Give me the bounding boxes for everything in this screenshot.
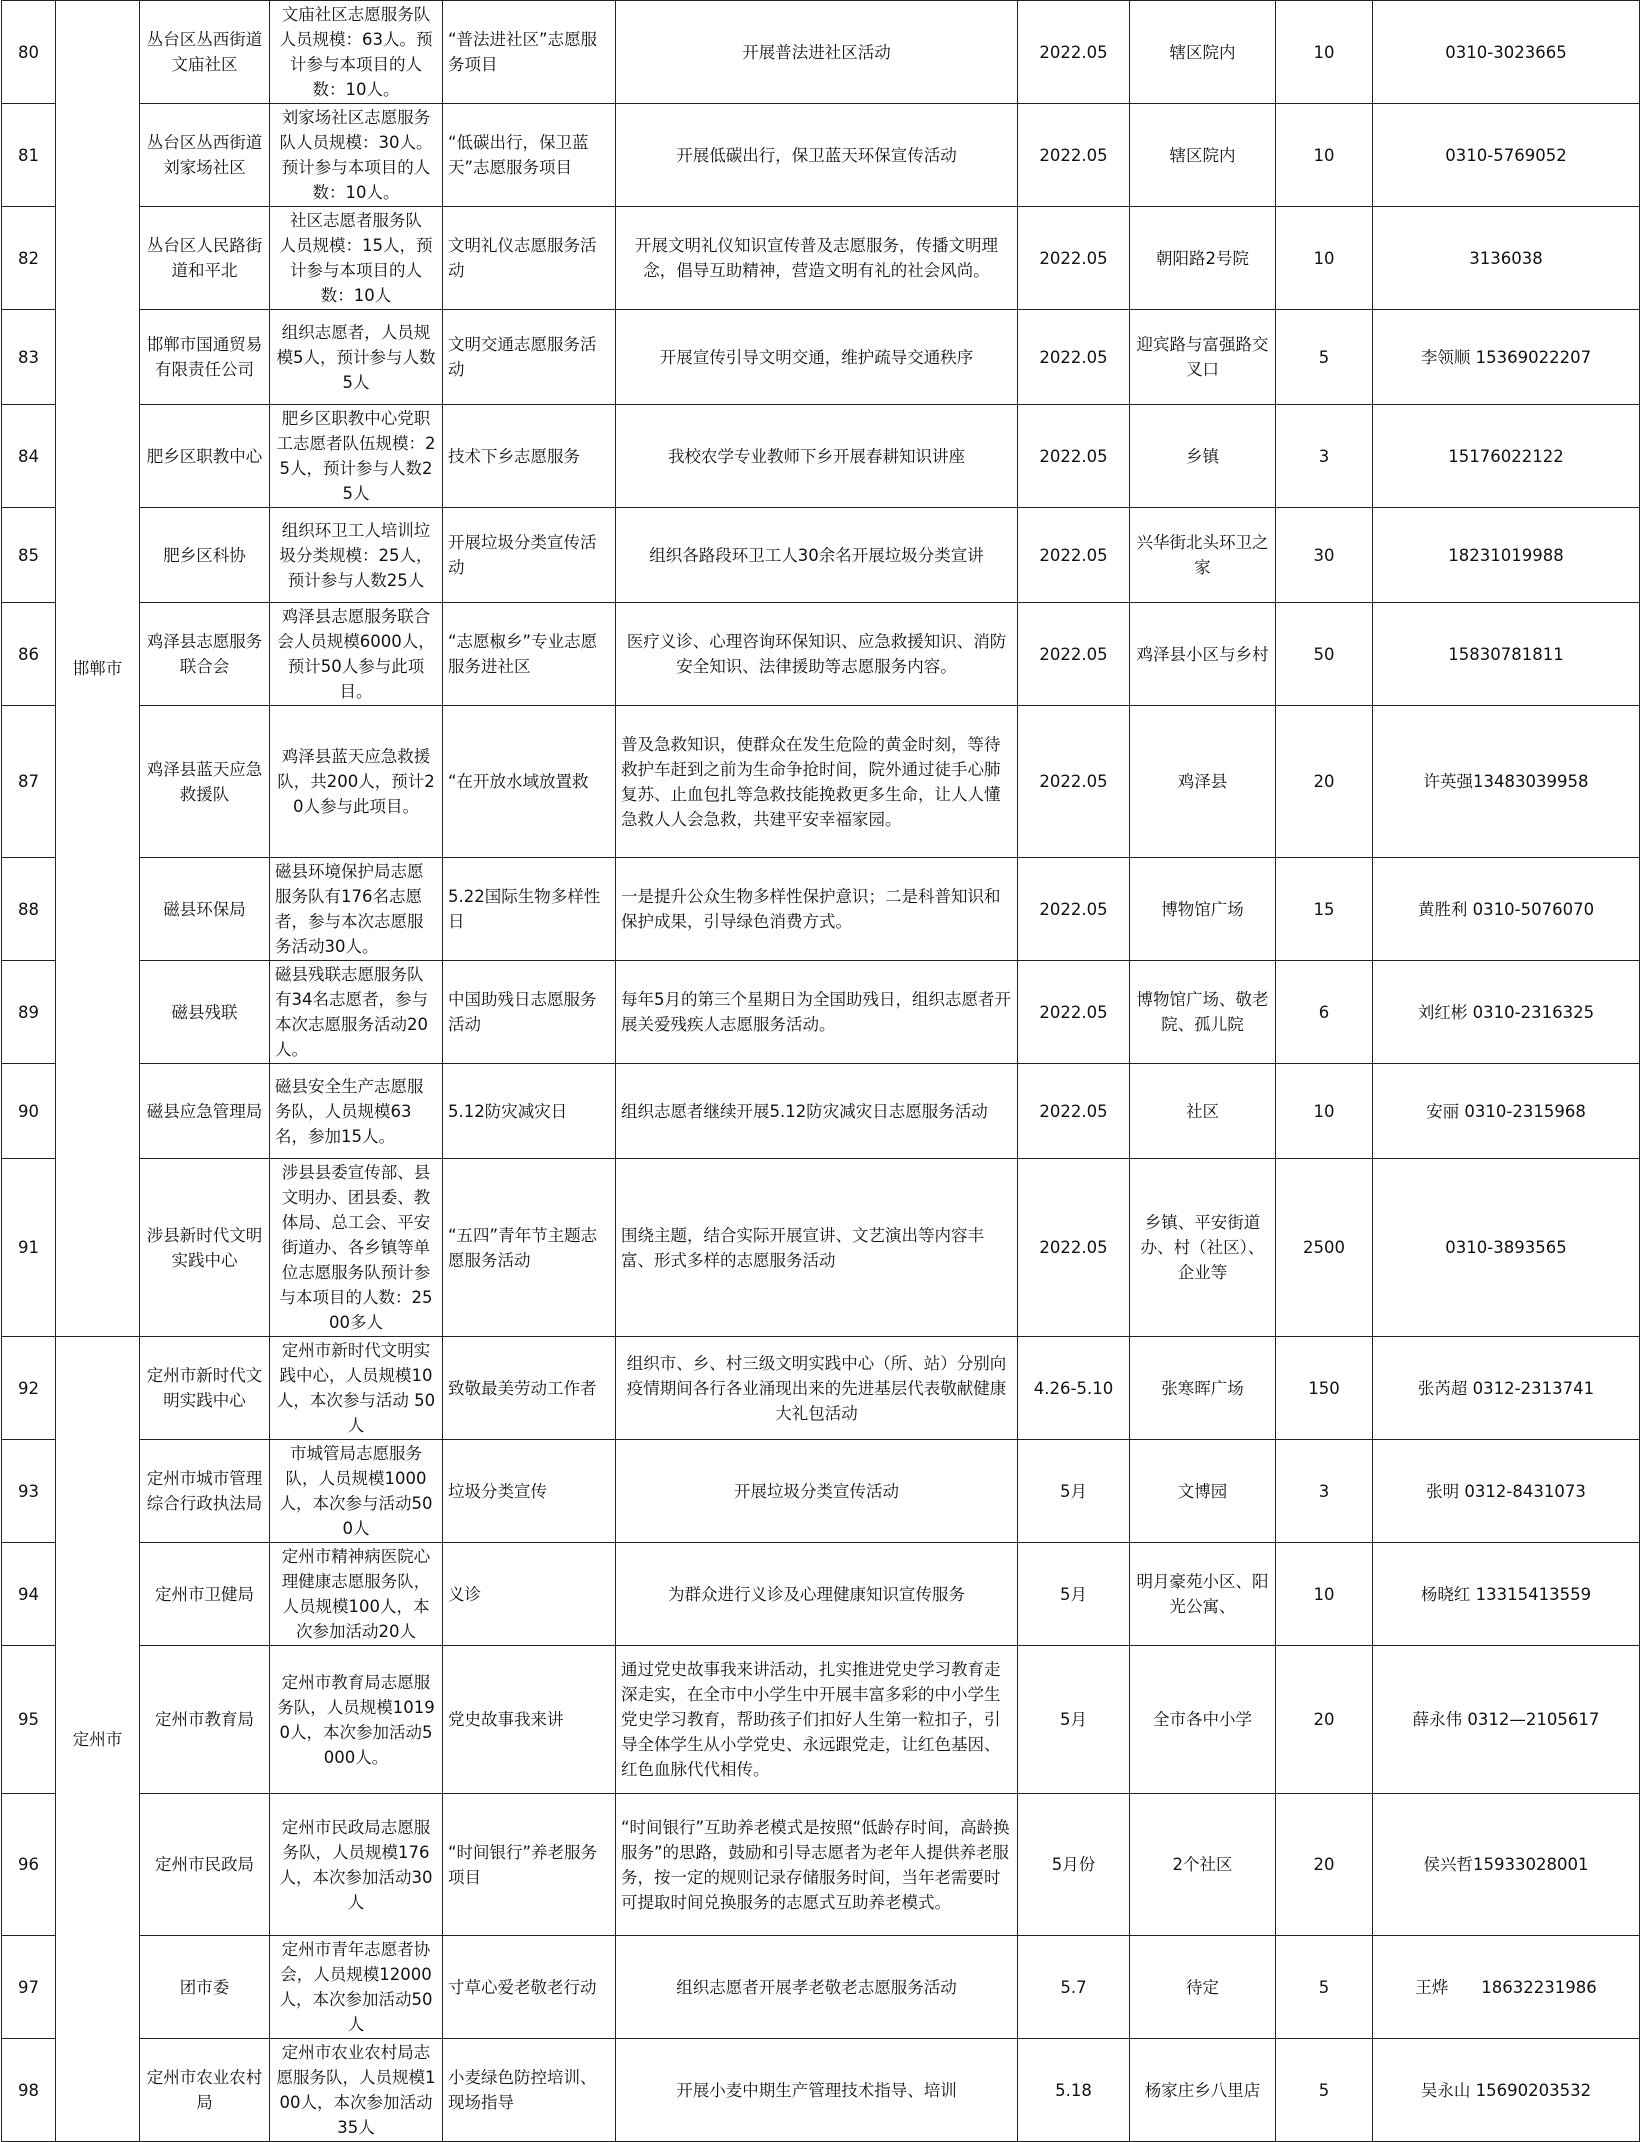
content-cell: “时间银行”互助养老模式是按照“低龄存时间，高龄换服务”的思路，鼓励和引导志愿者为老年人提供养老服务，按一定的规则记录存储服务时间，当年老需要时可提取时间兑换服务的志愿式互助养老模式。	[616, 1794, 1018, 1936]
content-cell: 通过党史故事我来讲活动，扎实推进党史学习教育走深走实，在全市中小学生中开展丰富多彩的中小学生党史学习教育，帮助孩子们扣好人生第一粒扣子，引导全体学生从小学党史、永远跟党走，让红色基因、红色血脉代代相传。	[616, 1646, 1018, 1794]
contact-cell: 0310-3023665	[1373, 1, 1640, 104]
project-cell: 中国助残日志愿服务活动	[443, 961, 616, 1064]
row-number: 83	[2, 310, 56, 405]
team-cell: 定州市精神病医院心理健康志愿服务队，人员规模100人，本次参加活动20人	[270, 1543, 443, 1646]
content-cell: 开展小麦中期生产管理技术指导、培训	[616, 2039, 1018, 2142]
row-number: 94	[2, 1543, 56, 1646]
row-number: 86	[2, 603, 56, 706]
organization-cell: 丛台区丛西街道文庙社区	[140, 1, 270, 104]
count-cell: 6	[1276, 961, 1373, 1064]
place-cell: 明月豪苑小区、阳光公寓、	[1130, 1543, 1276, 1646]
row-number: 85	[2, 508, 56, 603]
table-row	[2, 1794, 1640, 1936]
content-cell: 为群众进行义诊及心理健康知识宣传服务	[616, 1543, 1018, 1646]
time-cell: 5.18	[1018, 2039, 1130, 2142]
project-cell: 垃圾分类宣传	[443, 1440, 616, 1543]
contact-cell: 安丽 0310-2315968	[1373, 1064, 1640, 1159]
count-cell: 10	[1276, 104, 1373, 207]
time-cell: 5月	[1018, 1646, 1130, 1794]
organization-cell: 定州市城市管理综合行政执法局	[140, 1440, 270, 1543]
table-row	[2, 1064, 1640, 1159]
table-row	[2, 1440, 1640, 1543]
row-number: 93	[2, 1440, 56, 1543]
count-cell: 10	[1276, 207, 1373, 310]
place-cell: 杨家庄乡八里店	[1130, 2039, 1276, 2142]
place-cell: 博物馆广场	[1130, 858, 1276, 961]
count-cell: 10	[1276, 1, 1373, 104]
row-number: 91	[2, 1159, 56, 1337]
project-cell: 技术下乡志愿服务	[443, 405, 616, 508]
place-cell: 全市各中小学	[1130, 1646, 1276, 1794]
time-cell: 2022.05	[1018, 508, 1130, 603]
contact-cell: 黄胜利 0310-5076070	[1373, 858, 1640, 961]
contact-cell: 18231019988	[1373, 508, 1640, 603]
team-cell: 肥乡区职教中心党职工志愿者队伍规模：25人，预计参与人数25人	[270, 405, 443, 508]
content-cell: 开展低碳出行，保卫蓝天环保宣传活动	[616, 104, 1018, 207]
team-cell: 鸡泽县志愿服务联合会人员规模6000人，预计50人参与此项目。	[270, 603, 443, 706]
organization-cell: 丛台区人民路街道和平北	[140, 207, 270, 310]
row-number: 87	[2, 706, 56, 858]
table-row	[2, 104, 1640, 207]
content-cell: 组织志愿者继续开展5.12防灾减灾日志愿服务活动	[616, 1064, 1018, 1159]
project-cell: 党史故事我来讲	[443, 1646, 616, 1794]
team-cell: 磁县安全生产志愿服务队，人员规模63名，参加15人。	[270, 1064, 443, 1159]
row-number: 92	[2, 1337, 56, 1440]
table-body	[2, 1, 1640, 2142]
table-row	[2, 1159, 1640, 1337]
contact-cell: 许英强13483039958	[1373, 706, 1640, 858]
project-cell: 5.22国际生物多样性日	[443, 858, 616, 961]
place-cell: 文博园	[1130, 1440, 1276, 1543]
contact-cell: 杨晓红 13315413559	[1373, 1543, 1640, 1646]
content-cell: 组织志愿者开展孝老敬老志愿服务活动	[616, 1936, 1018, 2039]
organization-cell: 定州市农业农村局	[140, 2039, 270, 2142]
row-number: 82	[2, 207, 56, 310]
time-cell: 5月	[1018, 1543, 1130, 1646]
time-cell: 4.26-5.10	[1018, 1337, 1130, 1440]
team-cell: 涉县县委宣传部、县文明办、团县委、教体局、总工会、平安街道办、各乡镇等单位志愿服务队预计参与本项目的人数：2500多人	[270, 1159, 443, 1337]
count-cell: 150	[1276, 1337, 1373, 1440]
count-cell: 20	[1276, 1794, 1373, 1936]
table-row	[2, 603, 1640, 706]
place-cell: 迎宾路与富强路交叉口	[1130, 310, 1276, 405]
project-cell: 开展垃圾分类宣传活动	[443, 508, 616, 603]
content-cell: 开展文明礼仪知识宣传普及志愿服务，传播文明理念，倡导互助精神，营造文明有礼的社会风尚。	[616, 207, 1018, 310]
time-cell: 5月	[1018, 1440, 1130, 1543]
place-cell: 辖区院内	[1130, 1, 1276, 104]
place-cell: 鸡泽县	[1130, 706, 1276, 858]
content-cell: 开展垃圾分类宣传活动	[616, 1440, 1018, 1543]
contact-cell: 薛永伟 0312—2105617	[1373, 1646, 1640, 1794]
project-cell: “在开放水域放置救	[443, 706, 616, 858]
team-cell: 组织环卫工人培训垃圾分类规模：25人，预计参与人数25人	[270, 508, 443, 603]
time-cell: 2022.05	[1018, 961, 1130, 1064]
content-cell: 开展普法进社区活动	[616, 1, 1018, 104]
count-cell: 2500	[1276, 1159, 1373, 1337]
table-row	[2, 508, 1640, 603]
organization-cell: 磁县残联	[140, 961, 270, 1064]
project-cell: 义诊	[443, 1543, 616, 1646]
count-cell: 50	[1276, 603, 1373, 706]
time-cell: 2022.05	[1018, 858, 1130, 961]
time-cell: 5月份	[1018, 1794, 1130, 1936]
place-cell: 博物馆广场、敬老院、孤儿院	[1130, 961, 1276, 1064]
row-number: 90	[2, 1064, 56, 1159]
team-cell: 市城管局志愿服务队，人员规模1000人，本次参与活动500人	[270, 1440, 443, 1543]
team-cell: 定州市民政局志愿服务队，人员规模176人，本次参加活动30人	[270, 1794, 443, 1936]
team-cell: 定州市青年志愿者协会，人员规模12000人，本次参加活动50人	[270, 1936, 443, 2039]
row-number: 89	[2, 961, 56, 1064]
organization-cell: 定州市教育局	[140, 1646, 270, 1794]
city-cell: 邯郸市	[56, 1, 140, 1337]
table-row	[2, 310, 1640, 405]
organization-cell: 定州市民政局	[140, 1794, 270, 1936]
row-number: 95	[2, 1646, 56, 1794]
count-cell: 15	[1276, 858, 1373, 961]
place-cell: 兴华街北头环卫之家	[1130, 508, 1276, 603]
place-cell: 待定	[1130, 1936, 1276, 2039]
table-row	[2, 207, 1640, 310]
team-cell: 定州市新时代文明实践中心，人员规模10人，本次参与活动 50人	[270, 1337, 443, 1440]
project-cell: 文明交通志愿服务活动	[443, 310, 616, 405]
content-cell: 普及急救知识，使群众在发生危险的黄金时刻，等待救护车赶到之前为生命争抢时间，院外通过徒手心肺复苏、止血包扎等急救技能挽救更多生命，让人人懂急救人人会急救，共建平安幸福家园。	[616, 706, 1018, 858]
organization-cell: 定州市新时代文明实践中心	[140, 1337, 270, 1440]
content-cell: 围绕主题，结合实际开展宣讲、文艺演出等内容丰富、形式多样的志愿服务活动	[616, 1159, 1018, 1337]
organization-cell: 邯郸市国通贸易有限责任公司	[140, 310, 270, 405]
contact-cell: 张芮超 0312-2313741	[1373, 1337, 1640, 1440]
place-cell: 张寒晖广场	[1130, 1337, 1276, 1440]
table-row	[2, 1936, 1640, 2039]
organization-cell: 丛台区丛西街道刘家场社区	[140, 104, 270, 207]
team-cell: 社区志愿者服务队 人员规模：15人，预计参与本项目的人数：10人	[270, 207, 443, 310]
contact-cell: 吴永山 15690203532	[1373, 2039, 1640, 2142]
table-row	[2, 1543, 1640, 1646]
organization-cell: 肥乡区科协	[140, 508, 270, 603]
team-cell: 鸡泽县蓝天应急救援队，共200人，预计20人参与此项目。	[270, 706, 443, 858]
time-cell: 2022.05	[1018, 603, 1130, 706]
count-cell: 20	[1276, 706, 1373, 858]
time-cell: 2022.05	[1018, 310, 1130, 405]
count-cell: 10	[1276, 1543, 1373, 1646]
table-row	[2, 1646, 1640, 1794]
project-cell: “低碳出行，保卫蓝天”志愿服务项目	[443, 104, 616, 207]
table-row	[2, 1337, 1640, 1440]
content-cell: 我校农学专业教师下乡开展春耕知识讲座	[616, 405, 1018, 508]
organization-cell: 鸡泽县志愿服务联合会	[140, 603, 270, 706]
row-number: 96	[2, 1794, 56, 1936]
time-cell: 2022.05	[1018, 1, 1130, 104]
team-cell: 定州市农业农村局志愿服务队，人员规模100人，本次参加活动35人	[270, 2039, 443, 2142]
place-cell: 朝阳路2号院	[1130, 207, 1276, 310]
contact-cell: 15176022122	[1373, 405, 1640, 508]
time-cell: 2022.05	[1018, 706, 1130, 858]
team-cell: 组织志愿者，人员规模5人，预计参与人数5人	[270, 310, 443, 405]
content-cell: 每年5月的第三个星期日为全国助残日，组织志愿者开展关爱残疾人志愿服务活动。	[616, 961, 1018, 1064]
organization-cell: 团市委	[140, 1936, 270, 2039]
content-cell: 开展宣传引导文明交通，维护疏导交通秩序	[616, 310, 1018, 405]
team-cell: 刘家场社区志愿服务队人员规模：30人。预计参与本项目的人数：10人。	[270, 104, 443, 207]
time-cell: 2022.05	[1018, 207, 1130, 310]
project-cell: “时间银行”养老服务项目	[443, 1794, 616, 1936]
project-cell: 寸草心爱老敬老行动	[443, 1936, 616, 2039]
time-cell: 2022.05	[1018, 1159, 1130, 1337]
content-cell: 组织市、乡、村三级文明实践中心（所、站）分别向疫情期间各行各业涌现出来的先进基层代表敬献健康大礼包活动	[616, 1337, 1018, 1440]
project-cell: “普法进社区”志愿服务项目	[443, 1, 616, 104]
count-cell: 3	[1276, 405, 1373, 508]
team-cell: 文庙社区志愿服务队人员规模：63人。预计参与本项目的人数：10人。	[270, 1, 443, 104]
time-cell: 2022.05	[1018, 104, 1130, 207]
content-cell: 组织各路段环卫工人30余名开展垃圾分类宣讲	[616, 508, 1018, 603]
count-cell: 5	[1276, 2039, 1373, 2142]
contact-cell: 刘红彬 0310-2316325	[1373, 961, 1640, 1064]
contact-cell: 张明 0312-8431073	[1373, 1440, 1640, 1543]
project-cell: 致敬最美劳动工作者	[443, 1337, 616, 1440]
table-row	[2, 405, 1640, 508]
table-row	[2, 1, 1640, 104]
row-number: 80	[2, 1, 56, 104]
place-cell: 社区	[1130, 1064, 1276, 1159]
contact-cell: 侯兴哲15933028001	[1373, 1794, 1640, 1936]
contact-cell: 15830781811	[1373, 603, 1640, 706]
contact-cell: 0310-5769052	[1373, 104, 1640, 207]
place-cell: 鸡泽县小区与乡村	[1130, 603, 1276, 706]
content-cell: 一是提升公众生物多样性保护意识；二是科普知识和保护成果，引导绿色消费方式。	[616, 858, 1018, 961]
city-cell: 定州市	[56, 1337, 140, 2142]
table-row	[2, 706, 1640, 858]
organization-cell: 肥乡区职教中心	[140, 405, 270, 508]
time-cell: 5.7	[1018, 1936, 1130, 2039]
organization-cell: 鸡泽县蓝天应急救援队	[140, 706, 270, 858]
volunteer-activities-table	[1, 0, 1640, 2142]
table-row	[2, 961, 1640, 1064]
count-cell: 30	[1276, 508, 1373, 603]
project-cell: “五四”青年节主题志愿服务活动	[443, 1159, 616, 1337]
row-number: 98	[2, 2039, 56, 2142]
organization-cell: 定州市卫健局	[140, 1543, 270, 1646]
project-cell: 5.12防灾减灾日	[443, 1064, 616, 1159]
contact-cell: 王烨 18632231986	[1373, 1936, 1640, 2039]
project-cell: 小麦绿色防控培训、现场指导	[443, 2039, 616, 2142]
project-cell: “志愿椒乡”专业志愿服务进社区	[443, 603, 616, 706]
organization-cell: 涉县新时代文明实践中心	[140, 1159, 270, 1337]
row-number: 97	[2, 1936, 56, 2039]
contact-cell: 3136038	[1373, 207, 1640, 310]
time-cell: 2022.05	[1018, 405, 1130, 508]
team-cell: 磁县环境保护局志愿服务队有176名志愿者，参与本次志愿服务活动30人。	[270, 858, 443, 961]
team-cell: 磁县残联志愿服务队有34名志愿者，参与本次志愿服务活动20人。	[270, 961, 443, 1064]
table-row	[2, 2039, 1640, 2142]
contact-cell: 0310-3893565	[1373, 1159, 1640, 1337]
place-cell: 乡镇、平安街道办、村（社区）、企业等	[1130, 1159, 1276, 1337]
place-cell: 2个社区	[1130, 1794, 1276, 1936]
organization-cell: 磁县环保局	[140, 858, 270, 961]
row-number: 88	[2, 858, 56, 961]
count-cell: 5	[1276, 310, 1373, 405]
place-cell: 辖区院内	[1130, 104, 1276, 207]
team-cell: 定州市教育局志愿服务队，人员规模10190人，本次参加活动5000人。	[270, 1646, 443, 1794]
time-cell: 2022.05	[1018, 1064, 1130, 1159]
project-cell: 文明礼仪志愿服务活动	[443, 207, 616, 310]
count-cell: 5	[1276, 1936, 1373, 2039]
row-number: 84	[2, 405, 56, 508]
content-cell: 医疗义诊、心理咨询环保知识、应急救援知识、消防安全知识、法律援助等志愿服务内容。	[616, 603, 1018, 706]
count-cell: 10	[1276, 1064, 1373, 1159]
contact-cell: 李领顺 15369022207	[1373, 310, 1640, 405]
count-cell: 20	[1276, 1646, 1373, 1794]
row-number: 81	[2, 104, 56, 207]
table-row	[2, 858, 1640, 961]
place-cell: 乡镇	[1130, 405, 1276, 508]
organization-cell: 磁县应急管理局	[140, 1064, 270, 1159]
count-cell: 3	[1276, 1440, 1373, 1543]
